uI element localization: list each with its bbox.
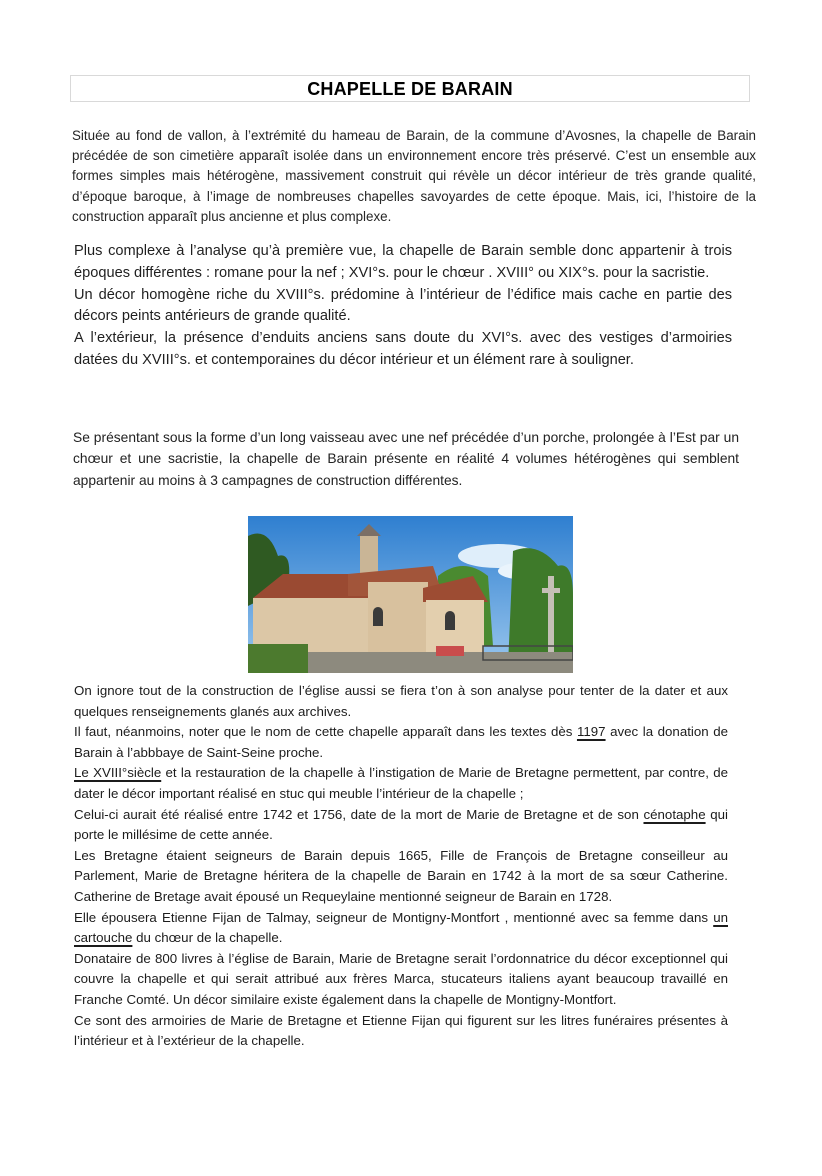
- history-text: avec la donation de Barain à l’abbbaye de Saint-Seine proche.: [74, 724, 729, 760]
- history-text: Celui-ci aurait été réalisé entre 1742 et 1756, date de la mort de Marie de Bretagne et de son: [74, 806, 644, 822]
- underlined-term: cénotaphe: [643, 806, 706, 822]
- history-paragraph-5: Les Bretagne étaient seigneurs de Barain depuis 1665, Fille de François de Bretagne conseilleur au Parlement, Marie de Bretagne héritera de la chapelle de Barain en 1742 à la mort de sa sœur Catherine. Catherine de Bretage avait épousé un Requeylaine mentionné seigneur de Barain en 1728.: [74, 847, 728, 904]
- history-paragraph-2: [74, 722, 728, 763]
- analysis-section: [74, 241, 732, 372]
- history-text: qui porte le millésime de cette année.: [74, 806, 728, 843]
- title-box: [70, 75, 750, 102]
- history-paragraph-7: Donataire de 800 livres à l’église de Barain, Marie de Bretagne serait l’ordonnatrice du décor exceptionnel qui couvre la chapelle et qui serait attribué aux frères Marca, stucateurs italiens ayant beaucoup travaillé en Franche Comté. Un décor similaire existe également dans la chapelle de Montigny-Montfort.: [74, 950, 728, 1007]
- chapel-photo: [248, 516, 573, 673]
- intro-paragraph: [72, 126, 756, 227]
- window: [445, 611, 455, 630]
- history-paragraph-1: On ignore tout de la construction de l’église aussi se fiera t’on à son analyse pour tenter de la dater et aux quelques renseignements glanés aux archives.: [74, 683, 728, 719]
- cross-arm: [542, 588, 560, 593]
- history-text: du chœur de la chapelle.: [132, 930, 283, 946]
- hedge: [248, 644, 308, 673]
- window: [373, 607, 383, 626]
- flowers: [436, 646, 464, 656]
- intro-text: Située au fond de vallon, à l’extrémité du hameau de Barain, de la commune d’Avosnes, la chapelle de Barain précédée de son cimetière apparaît isolée dans un environnement encore très préservé. C’est un ensemble aux formes simples mais hétérogène, massivement construit qui révèle un décor intérieur de très grande qualité, d’époque baroque, à l’image de nombreuses chapelles savoyardes de cette époque. Mais, ici, l’histoire de la construction apparaît plus ancienne et plus complexe.: [72, 128, 756, 224]
- history-paragraph-3: [74, 763, 728, 804]
- underlined-term: un cartouche: [74, 909, 728, 946]
- history-section: [74, 681, 728, 1052]
- history-text: Elle épousera Etienne Fijan de Talmay, seigneur de Montigny-Montfort , mentionné avec sa femme dans: [74, 909, 714, 925]
- history-paragraph-8: Ce sont des armoiries de Marie de Bretagne et Etienne Fijan qui figurent sur les litres funéraires présentes à l’intérieur et à l’extérieur de la chapelle.: [74, 1012, 728, 1049]
- volumes-paragraph: [73, 427, 739, 491]
- history-text: Il faut, néanmoins, noter que le nom de cette chapelle apparaît dans les textes dès: [74, 724, 577, 740]
- underlined-date: 1197: [576, 724, 606, 740]
- volumes-text: Se présentant sous la forme d’un long vaisseau avec une nef précédée d’un porche, prolongée à l’Est par un chœur et une sacristie, la chapelle de Barain présente en réalité 4 volumes hétérogènes qui semblent appartenir au moins à 3 campagnes de construction différentes.: [73, 430, 739, 488]
- analysis-paragraph-3: A l’extérieur, la présence d’enduits anciens sans doute du XVI°s. avec des vestiges d’armoiries datées du XVIII°s. et contemporaines du décor intérieur et un élément rare à souligner.: [74, 330, 732, 368]
- history-paragraph-6: [74, 908, 728, 949]
- history-text: et la restauration de la chapelle à l’instigation de Marie de Bretagne permettent, par contre, de dater le décor important réalisé en stuc qui meuble l’intérieur de la chapelle ;: [74, 765, 729, 801]
- page-title: CHAPELLE DE BARAIN: [307, 79, 513, 99]
- bell-tower: [360, 534, 378, 574]
- history-paragraph-4: [74, 805, 728, 846]
- underlined-century: Le XVIII°siècle: [74, 765, 162, 781]
- trees-right: [508, 548, 573, 666]
- analysis-paragraph-1: Plus complexe à l’analyse qu’à première vue, la chapelle de Barain semble donc appartenir à trois époques différentes : romane pour la nef ; XVI°s. pour le chœur . XVIII° ou XIX°s. pour la sacristie.: [74, 243, 732, 281]
- analysis-paragraph-2: Un décor homogène riche du XVIII°s. prédomine à l’intérieur de l’édifice mais cache en partie des décors peints antérieurs de grande qualité.: [74, 286, 732, 325]
